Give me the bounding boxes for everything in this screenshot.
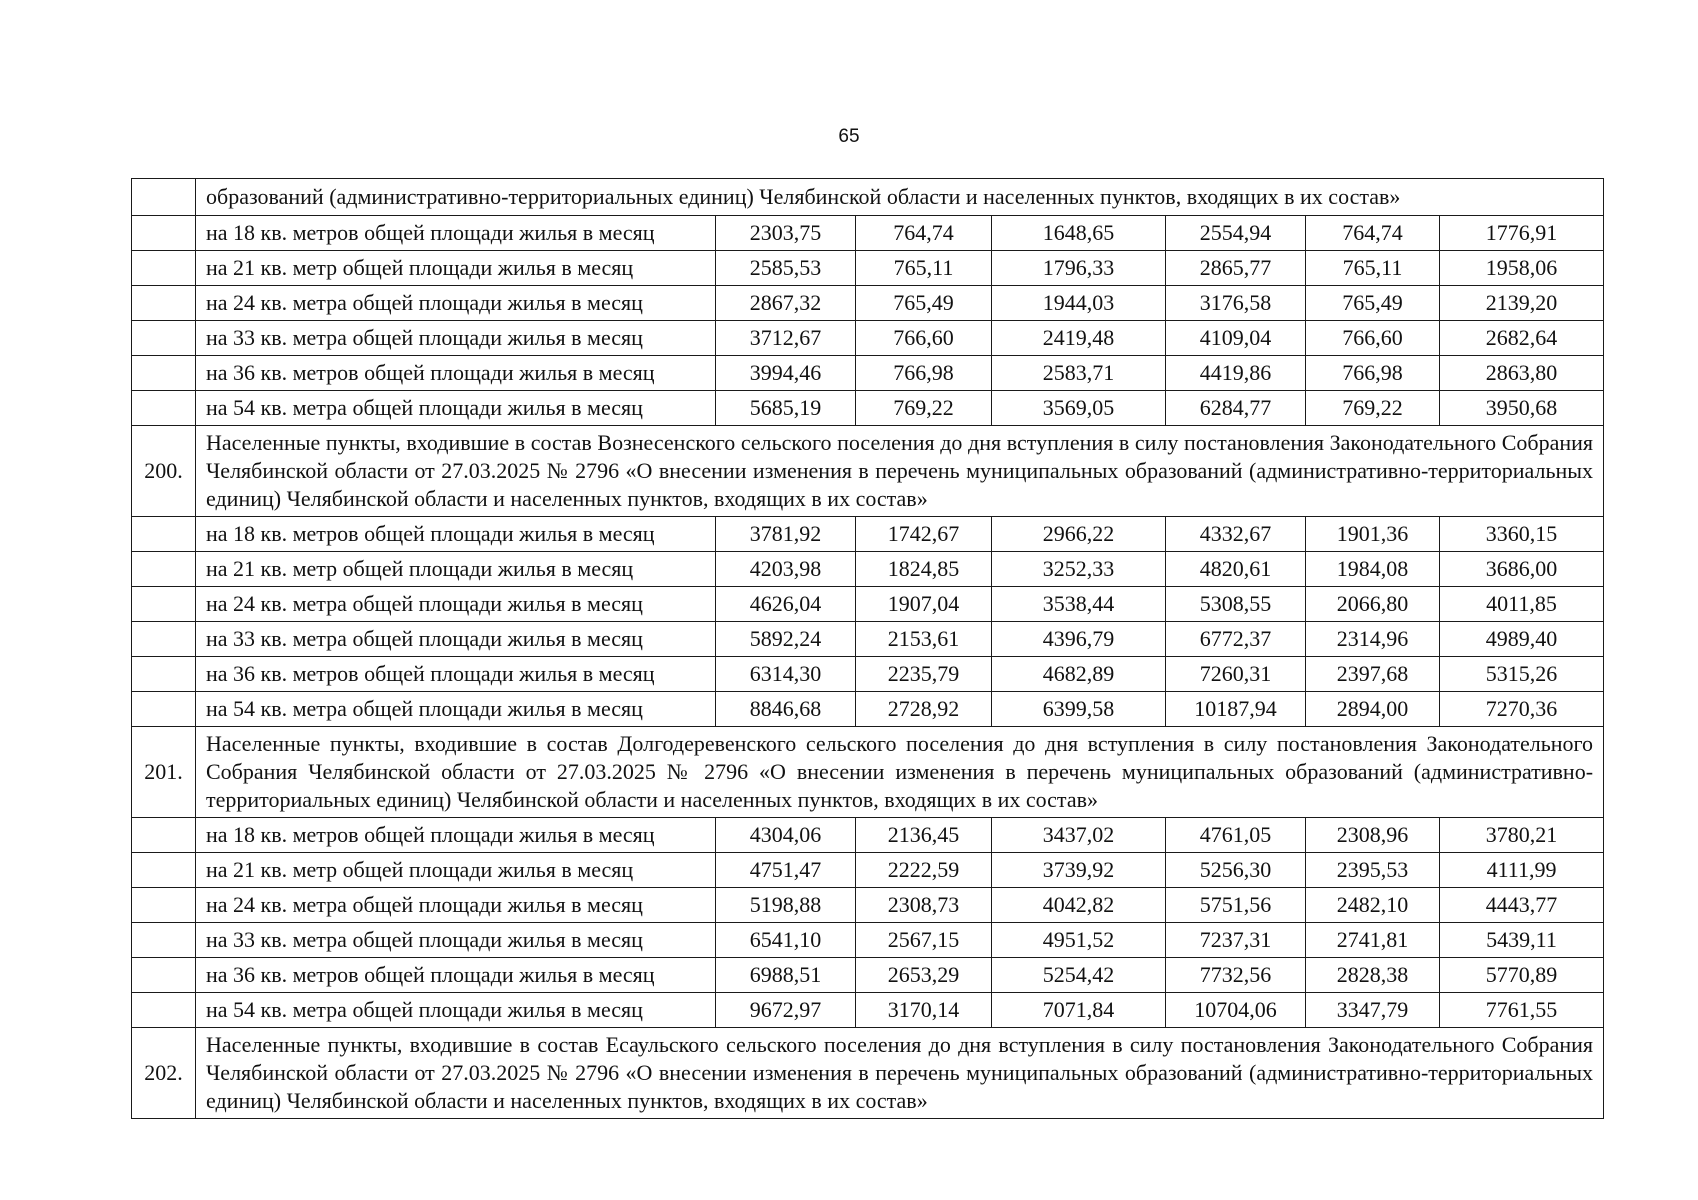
number-cell — [132, 993, 196, 1028]
value-cell: 4682,89 — [992, 657, 1166, 692]
value-cell: 2222,59 — [856, 853, 992, 888]
value-cell: 7761,55 — [1440, 993, 1604, 1028]
value-cell: 4042,82 — [992, 888, 1166, 923]
number-cell — [132, 391, 196, 426]
value-cell: 3176,58 — [1166, 286, 1306, 321]
section-number: 202. — [132, 1028, 196, 1119]
row-label: на 33 кв. метра общей площади жилья в месяц — [196, 923, 716, 958]
number-cell — [132, 216, 196, 251]
value-cell: 2308,73 — [856, 888, 992, 923]
value-cell: 1944,03 — [992, 286, 1166, 321]
value-cell: 7260,31 — [1166, 657, 1306, 692]
value-cell: 2567,15 — [856, 923, 992, 958]
value-cell: 4989,40 — [1440, 622, 1604, 657]
page-number: 65 — [838, 126, 860, 147]
number-cell — [132, 818, 196, 853]
continuation-row — [132, 179, 1604, 216]
value-cell: 6314,30 — [716, 657, 856, 692]
value-cell: 2828,38 — [1306, 958, 1440, 993]
table-row — [132, 587, 1604, 622]
value-cell: 9672,97 — [716, 993, 856, 1028]
value-cell: 765,49 — [1306, 286, 1440, 321]
value-cell: 769,22 — [1306, 391, 1440, 426]
number-cell — [132, 692, 196, 727]
row-label: на 18 кв. метров общей площади жилья в месяц — [196, 818, 716, 853]
value-cell: 766,98 — [1306, 356, 1440, 391]
table-body — [132, 179, 1604, 1119]
value-cell: 1648,65 — [992, 216, 1166, 251]
number-cell — [132, 853, 196, 888]
value-cell: 5256,30 — [1166, 853, 1306, 888]
value-cell: 3950,68 — [1440, 391, 1604, 426]
continuation-text: образований (административно-территориальных единиц) Челябинской области и населенных пунктов, входящих в их состав» — [196, 179, 1604, 216]
value-cell: 10187,94 — [1166, 692, 1306, 727]
row-label: на 33 кв. метра общей площади жилья в месяц — [196, 622, 716, 657]
value-cell: 6399,58 — [992, 692, 1166, 727]
table-row — [132, 517, 1604, 552]
value-cell: 1824,85 — [856, 552, 992, 587]
value-cell: 766,60 — [856, 321, 992, 356]
value-cell: 5315,26 — [1440, 657, 1604, 692]
table-row — [132, 251, 1604, 286]
number-cell — [132, 179, 196, 216]
table-row — [132, 286, 1604, 321]
value-cell: 5308,55 — [1166, 587, 1306, 622]
value-cell: 4951,52 — [992, 923, 1166, 958]
number-cell — [132, 286, 196, 321]
table-row — [132, 657, 1604, 692]
tariff-table — [131, 178, 1604, 1119]
section-number: 200. — [132, 426, 196, 517]
row-label: на 21 кв. метр общей площади жилья в месяц — [196, 251, 716, 286]
value-cell: 5892,24 — [716, 622, 856, 657]
value-cell: 4443,77 — [1440, 888, 1604, 923]
value-cell: 766,98 — [856, 356, 992, 391]
value-cell: 2653,29 — [856, 958, 992, 993]
value-cell: 1958,06 — [1440, 251, 1604, 286]
value-cell: 5751,56 — [1166, 888, 1306, 923]
value-cell: 2728,92 — [856, 692, 992, 727]
value-cell: 3252,33 — [992, 552, 1166, 587]
value-cell: 4419,86 — [1166, 356, 1306, 391]
value-cell: 4109,04 — [1166, 321, 1306, 356]
value-cell: 4011,85 — [1440, 587, 1604, 622]
row-label: на 24 кв. метра общей площади жилья в месяц — [196, 888, 716, 923]
value-cell: 3170,14 — [856, 993, 992, 1028]
section-row — [132, 727, 1604, 818]
value-cell: 2153,61 — [856, 622, 992, 657]
value-cell: 765,49 — [856, 286, 992, 321]
value-cell: 7237,31 — [1166, 923, 1306, 958]
value-cell: 4761,05 — [1166, 818, 1306, 853]
value-cell: 2583,71 — [992, 356, 1166, 391]
value-cell: 6284,77 — [1166, 391, 1306, 426]
value-cell: 3686,00 — [1440, 552, 1604, 587]
number-cell — [132, 251, 196, 286]
value-cell: 4332,67 — [1166, 517, 1306, 552]
row-label: на 24 кв. метра общей площади жилья в месяц — [196, 286, 716, 321]
table-row — [132, 692, 1604, 727]
value-cell: 5254,42 — [992, 958, 1166, 993]
value-cell: 2397,68 — [1306, 657, 1440, 692]
number-cell — [132, 888, 196, 923]
table-row — [132, 853, 1604, 888]
table-row — [132, 622, 1604, 657]
value-cell: 1796,33 — [992, 251, 1166, 286]
value-cell: 5770,89 — [1440, 958, 1604, 993]
value-cell: 7732,56 — [1166, 958, 1306, 993]
table-row — [132, 993, 1604, 1028]
number-cell — [132, 587, 196, 622]
value-cell: 2235,79 — [856, 657, 992, 692]
section-title: Населенные пункты, входившие в состав Вознесенского сельского поселения до дня вступления в силу постановления Законодательного Собрания Челябинской области от 27.03.2025 № 2796 «О внесении изменения в перечень муниципальных образований (административно-территориальных единиц) Челябинской области и населенных пунктов, входящих в их состав» — [196, 426, 1604, 517]
table-row — [132, 888, 1604, 923]
value-cell: 2682,64 — [1440, 321, 1604, 356]
number-cell — [132, 923, 196, 958]
value-cell: 2741,81 — [1306, 923, 1440, 958]
value-cell: 5198,88 — [716, 888, 856, 923]
value-cell: 2395,53 — [1306, 853, 1440, 888]
value-cell: 2894,00 — [1306, 692, 1440, 727]
row-label: на 36 кв. метров общей площади жилья в месяц — [196, 958, 716, 993]
row-label: на 54 кв. метра общей площади жилья в месяц — [196, 391, 716, 426]
value-cell: 5439,11 — [1440, 923, 1604, 958]
value-cell: 766,60 — [1306, 321, 1440, 356]
table-row — [132, 818, 1604, 853]
value-cell: 2303,75 — [716, 216, 856, 251]
number-cell — [132, 552, 196, 587]
table-row — [132, 552, 1604, 587]
value-cell: 4396,79 — [992, 622, 1166, 657]
value-cell: 764,74 — [856, 216, 992, 251]
value-cell: 2308,96 — [1306, 818, 1440, 853]
number-cell — [132, 657, 196, 692]
value-cell: 3538,44 — [992, 587, 1166, 622]
value-cell: 2554,94 — [1166, 216, 1306, 251]
value-cell: 4751,47 — [716, 853, 856, 888]
table-row — [132, 923, 1604, 958]
value-cell: 769,22 — [856, 391, 992, 426]
table-row — [132, 391, 1604, 426]
value-cell: 2863,80 — [1440, 356, 1604, 391]
value-cell: 6988,51 — [716, 958, 856, 993]
value-cell: 1907,04 — [856, 587, 992, 622]
value-cell: 3994,46 — [716, 356, 856, 391]
value-cell: 3739,92 — [992, 853, 1166, 888]
value-cell: 2314,96 — [1306, 622, 1440, 657]
table-row — [132, 356, 1604, 391]
row-label: на 54 кв. метра общей площади жилья в месяц — [196, 692, 716, 727]
value-cell: 2139,20 — [1440, 286, 1604, 321]
value-cell: 3437,02 — [992, 818, 1166, 853]
value-cell: 2419,48 — [992, 321, 1166, 356]
value-cell: 765,11 — [856, 251, 992, 286]
number-cell — [132, 958, 196, 993]
value-cell: 2966,22 — [992, 517, 1166, 552]
value-cell: 2066,80 — [1306, 587, 1440, 622]
table-row — [132, 958, 1604, 993]
value-cell: 3347,79 — [1306, 993, 1440, 1028]
value-cell: 7071,84 — [992, 993, 1166, 1028]
value-cell: 4203,98 — [716, 552, 856, 587]
value-cell: 7270,36 — [1440, 692, 1604, 727]
row-label: на 18 кв. метров общей площади жилья в месяц — [196, 216, 716, 251]
row-label: на 36 кв. метров общей площади жилья в месяц — [196, 356, 716, 391]
number-cell — [132, 622, 196, 657]
section-number: 201. — [132, 727, 196, 818]
value-cell: 1901,36 — [1306, 517, 1440, 552]
row-label: на 18 кв. метров общей площади жилья в месяц — [196, 517, 716, 552]
value-cell: 10704,06 — [1166, 993, 1306, 1028]
table-row — [132, 216, 1604, 251]
value-cell: 765,11 — [1306, 251, 1440, 286]
value-cell: 3781,92 — [716, 517, 856, 552]
row-label: на 54 кв. метра общей площади жилья в месяц — [196, 993, 716, 1028]
number-cell — [132, 356, 196, 391]
row-label: на 21 кв. метр общей площади жилья в месяц — [196, 552, 716, 587]
section-title: Населенные пункты, входившие в состав Долгодеревенского сельского поселения до дня вступления в силу постановления Законодательного Собрания Челябинской области от 27.03.2025 № 2796 «О внесении изменения в перечень муниципальных образований (административно-территориальных единиц) Челябинской области и населенных пунктов, входящих в их состав» — [196, 727, 1604, 818]
value-cell: 3780,21 — [1440, 818, 1604, 853]
value-cell: 1984,08 — [1306, 552, 1440, 587]
value-cell: 4626,04 — [716, 587, 856, 622]
table-row — [132, 321, 1604, 356]
value-cell: 6772,37 — [1166, 622, 1306, 657]
row-label: на 36 кв. метров общей площади жилья в месяц — [196, 657, 716, 692]
section-row — [132, 426, 1604, 517]
value-cell: 4820,61 — [1166, 552, 1306, 587]
value-cell: 5685,19 — [716, 391, 856, 426]
value-cell: 3569,05 — [992, 391, 1166, 426]
number-cell — [132, 321, 196, 356]
value-cell: 2865,77 — [1166, 251, 1306, 286]
value-cell: 6541,10 — [716, 923, 856, 958]
value-cell: 2136,45 — [856, 818, 992, 853]
section-title: Населенные пункты, входившие в состав Есаульского сельского поселения до дня вступления в силу постановления Законодательного Собрания Челябинской области от 27.03.2025 № 2796 «О внесении изменения в перечень муниципальных образований (административно-территориальных единиц) Челябинской области и населенных пунктов, входящих в их состав» — [196, 1028, 1604, 1119]
value-cell: 2482,10 — [1306, 888, 1440, 923]
value-cell: 4111,99 — [1440, 853, 1604, 888]
number-cell — [132, 517, 196, 552]
value-cell: 764,74 — [1306, 216, 1440, 251]
value-cell: 3360,15 — [1440, 517, 1604, 552]
row-label: на 24 кв. метра общей площади жилья в месяц — [196, 587, 716, 622]
value-cell: 4304,06 — [716, 818, 856, 853]
value-cell: 1776,91 — [1440, 216, 1604, 251]
value-cell: 1742,67 — [856, 517, 992, 552]
value-cell: 8846,68 — [716, 692, 856, 727]
value-cell: 2867,32 — [716, 286, 856, 321]
section-row — [132, 1028, 1604, 1119]
value-cell: 3712,67 — [716, 321, 856, 356]
row-label: на 33 кв. метра общей площади жилья в месяц — [196, 321, 716, 356]
value-cell: 2585,53 — [716, 251, 856, 286]
row-label: на 21 кв. метр общей площади жилья в месяц — [196, 853, 716, 888]
